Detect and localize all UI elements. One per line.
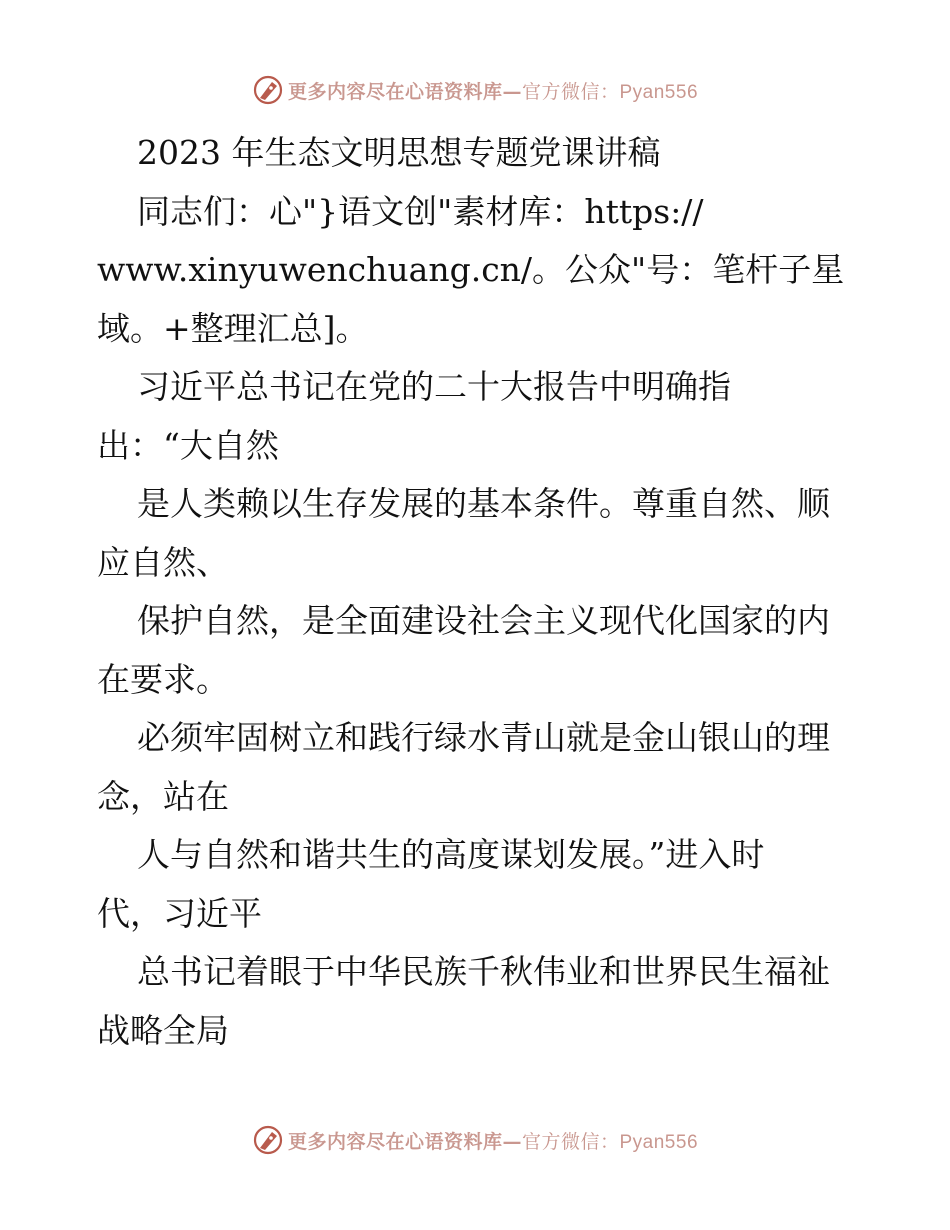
- document-title: 2023 年生态文明思想专题党课讲稿: [137, 133, 661, 172]
- document-body: [97, 124, 857, 1060]
- header-watermark: [0, 70, 950, 110]
- watermark-text: 更多内容尽在心语资料库—官方微信：Pyan556: [287, 80, 699, 103]
- text-line: 战略全局: [97, 1010, 229, 1050]
- text-line: 同志们：心"}语文创"素材库：https://: [137, 191, 704, 231]
- text-line: 人与自然和谐共生的高度谋划发展。”进入时: [137, 835, 765, 874]
- text-line: 是人类赖以生存发展的基本条件。尊重自然、顺: [137, 484, 830, 523]
- footer-watermark: [0, 1120, 950, 1160]
- text-line: 习近平总书记在党的二十大报告中明确指: [137, 367, 731, 406]
- text-line: 应自然、: [97, 542, 229, 582]
- pen-nib-logo-icon: [252, 74, 284, 106]
- text-line: 代，习近平: [97, 893, 262, 933]
- pen-nib-logo-icon: [252, 1124, 284, 1156]
- text-line: 在要求。: [97, 659, 229, 699]
- watermark-text: 更多内容尽在心语资料库—官方微信：Pyan556: [287, 1130, 699, 1153]
- text-line: 念，站在: [97, 776, 229, 816]
- text-line: 必须牢固树立和践行绿水青山就是金山银山的理: [137, 718, 830, 757]
- text-line: 总书记着眼于中华民族千秋伟业和世界民生福祉: [137, 952, 830, 991]
- text-line: 保护自然，是全面建设社会主义现代化国家的内: [137, 601, 830, 640]
- text-line: www.xinyuwenchuang.cn/。公众"号：笔杆子星: [97, 250, 845, 289]
- text-line: 域。+整理汇总]。: [97, 308, 369, 348]
- text-line: 出：“大自然: [97, 425, 279, 465]
